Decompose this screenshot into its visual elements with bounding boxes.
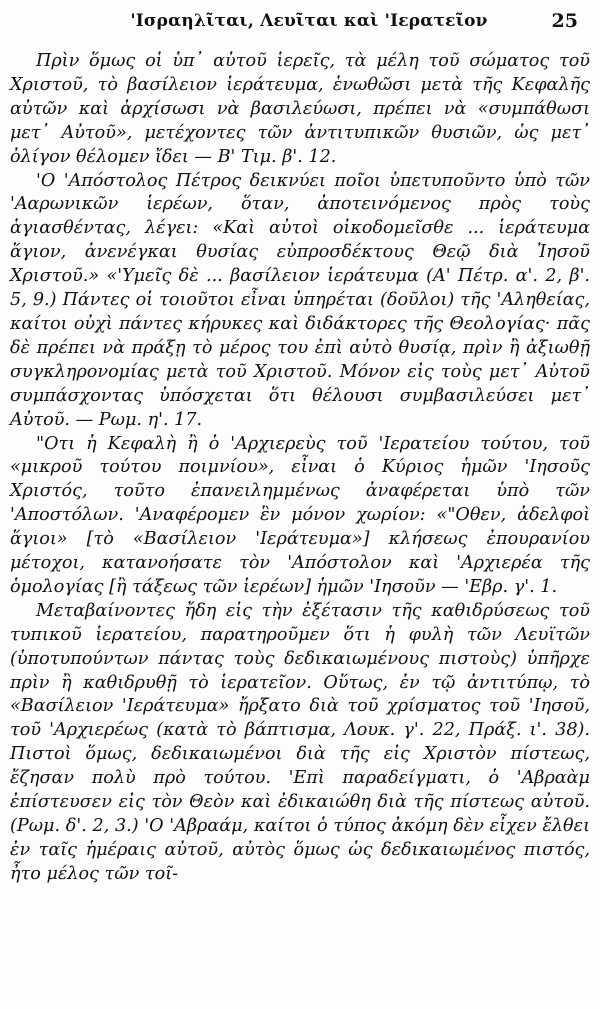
page-body <box>10 50 590 1007</box>
page-number: 25 <box>551 10 578 32</box>
paragraph-1: Πρὶν ὅμως οἱ ὑπ᾽ αὐτοῦ ἱερεῖς, τὰ μέλη τοῦ σώματος τοῦ Χριστοῦ, τὸ βασίλειον ἱεράτευμα, ἑνωθῶσι μετὰ τῆς Κεφαλῆς αὐτῶν καὶ ἀρχίσωσι νὰ βασιλεύωσι, πρέπει νὰ «συμπάθωσι μετ᾽ Αὐτοῦ», μετέχοντες τῶν ἀντιτυπικῶν θυσιῶν, ὡς μετ᾽ ὀλίγον θέλομεν ἴδει — Β' Τιμ. β'. 12. <box>10 51 590 167</box>
running-title: 'Ισραηλῖται, Λευῖται καὶ 'Ιερατεῖον <box>130 11 488 31</box>
paragraph-2: 'Ο 'Απόστολος Πέτρος δεικνύει ποῖοι ὑπετυποῦντο ὑπὸ τῶν 'Ααρωνικῶν ἱερέων, ὅταν, ἀποτεινόμενος πρὸς τοὺς ἁγιασθέντας, λέγει: «Καὶ αὐτοὶ οἰκοδομεῖσθε ... ἱεράτευμα ἅγιον, ἀνενέγκαι θυσίας εὐπροσδέκτους Θεῷ διὰ Ἰησοῦ Χριστοῦ.» «'Υμεῖς δὲ ... βασίλειον ἱεράτευμα (Α' Πέτρ. α'. 2, β'. 5, 9.) Πάντες οἱ τοιοῦτοι εἶναι ὑπηρέται (δοῦλοι) τῆς 'Αληθείας, καίτοι οὐχὶ πάντες κήρυκες καὶ διδάκτορες τῆς Θεολογίας· πᾶς δὲ πρέπει νὰ πράξῃ τὸ μέρος του ἐπὶ αὐτὸ θυσίᾳ, πρὶν ἢ ἀξιωθῇ συγκληρονομίας μετὰ τοῦ Χριστοῦ. Μόνον εἰς τοὺς μετ᾽ Αὐτοῦ συμπάσχοντας ὑπόσχεται ὅτι θέλουσι συμβασιλεύσει μετ᾽ Αὐτοῦ. — Ρωμ. η'. 17. <box>10 170 590 430</box>
paragraph-4: Μεταβαίνοντες ἤδη εἰς τὴν ἐξέτασιν τῆς καθιδρύσεως τοῦ τυπικοῦ ἱερατείου, παρατηροῦμεν ὅτι ἡ φυλὴ τῶν Λευϊτῶν (ὑποτυπούντων πάντας τοὺς δεδικαιωμένους πιστοὺς) ὑπῆρχε πρὶν ἢ καθιδρυθῇ τὸ ἱερατεῖον. Οὕτως, ἐν τῷ ἀντιτύπῳ, τὸ «Βασίλειον 'Ιεράτευμα» ἤρξατο διὰ τοῦ χρίσματος τοῦ 'Ιησοῦ, τοῦ 'Αρχιερέως (κατὰ τὸ βάπτισμα, Λουκ. γ'. 22, Πράξ. ι'. 38). Πιστοὶ ὅμως, δεδικαιωμένοι διὰ τῆς εἰς Χριστὸν πίστεως, ἔζησαν πολὺ πρὸ τούτου. 'Επὶ παραδείγματι, ὁ 'Αβραὰμ ἐπίστευσεν εἰς τὸν Θεὸν καὶ ἐδικαιώθη διὰ τῆς πίστεως αὐτοῦ. (Ρωμ. δ'. 2, 3.) 'Ο 'Αβραάμ, καίτοι ὁ τύπος ἀκόμη δὲν εἶχεν ἔλθει ἐν ταῖς ἡμέραις αὐτοῦ, αὐτὸς ὅμως ὡς δεδικαιωμένος πιστός, ἦτο μέλος τῶν τοῖ- <box>10 600 590 884</box>
page-header <box>40 6 578 36</box>
paragraph-3: "Οτι ἡ Κεφαλὴ ἢ ὁ 'Αρχιερεὺς τοῦ 'Ιερατείου τούτου, τοῦ «μικροῦ τούτου ποιμνίου», εἶναι ὁ Κύριος ἡμῶν 'Ιησοῦς Χριστός, τοῦτο ἐπανειλημμένως ἀναφέρεται ὑπὸ τῶν 'Αποστόλων. 'Αναφέρομεν ἓν μόνον χωρίον: «"Οθεν, ἀδελφοὶ ἅγιοι» [τὸ «Βασίλειον 'Ιεράτευμα»] κλήσεως ἐπουρανίου μέτοχοι, κατανοήσατε τὸν 'Απόστολον καὶ 'Αρχιερέα τῆς ὁμολογίας [ἢ τάξεως τῶν ἱερέων] ἡμῶν 'Ιησοῦν — 'Εβρ. γ'. 1. <box>10 433 590 597</box>
